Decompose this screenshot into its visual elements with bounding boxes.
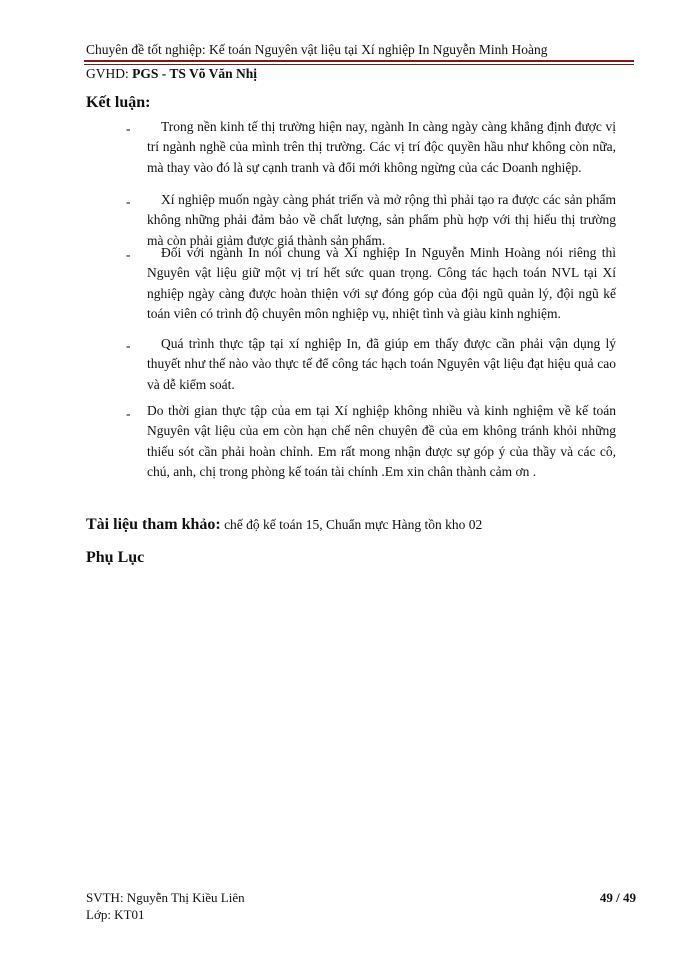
conclusion-item-2: Xí nghiệp muốn ngày càng phát triển và mở rộng thì phải tạo ra được các sản phẩm không những phải đảm bảo về chất lượng, sản phẩm phù hợp với thị hiếu thị trường mà còn phải giảm được giá thành sản phẩm. — [147, 192, 616, 248]
page-number: 49 / 49 — [599, 890, 636, 905]
conclusion-item-5: Do thời gian thực tập của em tại Xí nghiệp không nhiều và kinh nghiệm về kế toán Nguyên vật liệu của em còn hạn chế nên chuyên đề của em không tránh khỏi những thiếu sót cần phải hoàn chỉnh. Em rất mong nhận được sự góp ý của thầy và các cô, chú, anh, chị trong phòng kế toán tài chính .Em xin chân thành cảm ơn . — [147, 403, 616, 479]
header-rule — [84, 60, 634, 62]
bullet-marker: - — [126, 194, 131, 209]
appendix-heading: Phụ Lục — [86, 549, 145, 566]
bullet-marker: - — [126, 338, 131, 353]
advisor-label: GVHD: — [86, 66, 129, 81]
conclusion-item-4: Quá trình thực tập tại xí nghiệp In, đã giúp em thấy được cần phải vận dụng lý thuyết như thế nào vào thực tế để công tác hạch toán Nguyên vật liệu đạt hiệu quả cao và dễ kiểm soát. — [147, 336, 616, 392]
conclusion-item-1: Trong nền kinh tế thị trường hiện nay, ngành In càng ngày càng khẳng định được vị trí ngành nghề của mình trên thị trường. Các vị trí độc quyền hầu như không còn nữa, mà thay vào đó là sự cạnh tranh và đổi mới không ngừng của các Doanh nghiệp. — [147, 119, 616, 175]
conclusion-item-3: Đối với ngành In nói chung và Xí nghiệp In Nguyễn Minh Hoàng nói riêng thì Nguyên vật liệu giữ một vị trí hết sức quan trọng. Công tác hạch toán NVL tại Xí nghiệp ngày càng được hoàn thiện với sự đóng góp của đội ngũ quản lý, đội ngũ kế toán viên có trình độ chuyên môn nghiệp vụ, nhiệt tình và giàu kinh nghiệm. — [147, 245, 616, 321]
advisor-line — [86, 66, 257, 82]
references-text: chế độ kế toán 15, Chuẩn mực Hàng tồn kho 02 — [220, 517, 483, 532]
bullet-marker: - — [126, 406, 131, 421]
references-label: Tài liệu tham khảo: — [86, 516, 221, 533]
bullet-marker: - — [126, 121, 131, 136]
bullet-marker: - — [126, 247, 131, 262]
advisor-name: PGS - TS Võ Văn Nhị — [132, 66, 258, 81]
conclusion-heading: Kết luận: — [86, 94, 151, 111]
header-rule-thin — [84, 64, 634, 65]
footer-student: SVTH: Nguyễn Thị Kiều Liên — [86, 890, 245, 905]
header-title: Chuyên đề tốt nghiệp: Kế toán Nguyên vật liệu tại Xí nghiệp In Nguyễn Minh Hoàng — [86, 42, 548, 57]
references — [86, 516, 482, 534]
footer-class: Lớp: KT01 — [86, 907, 145, 922]
